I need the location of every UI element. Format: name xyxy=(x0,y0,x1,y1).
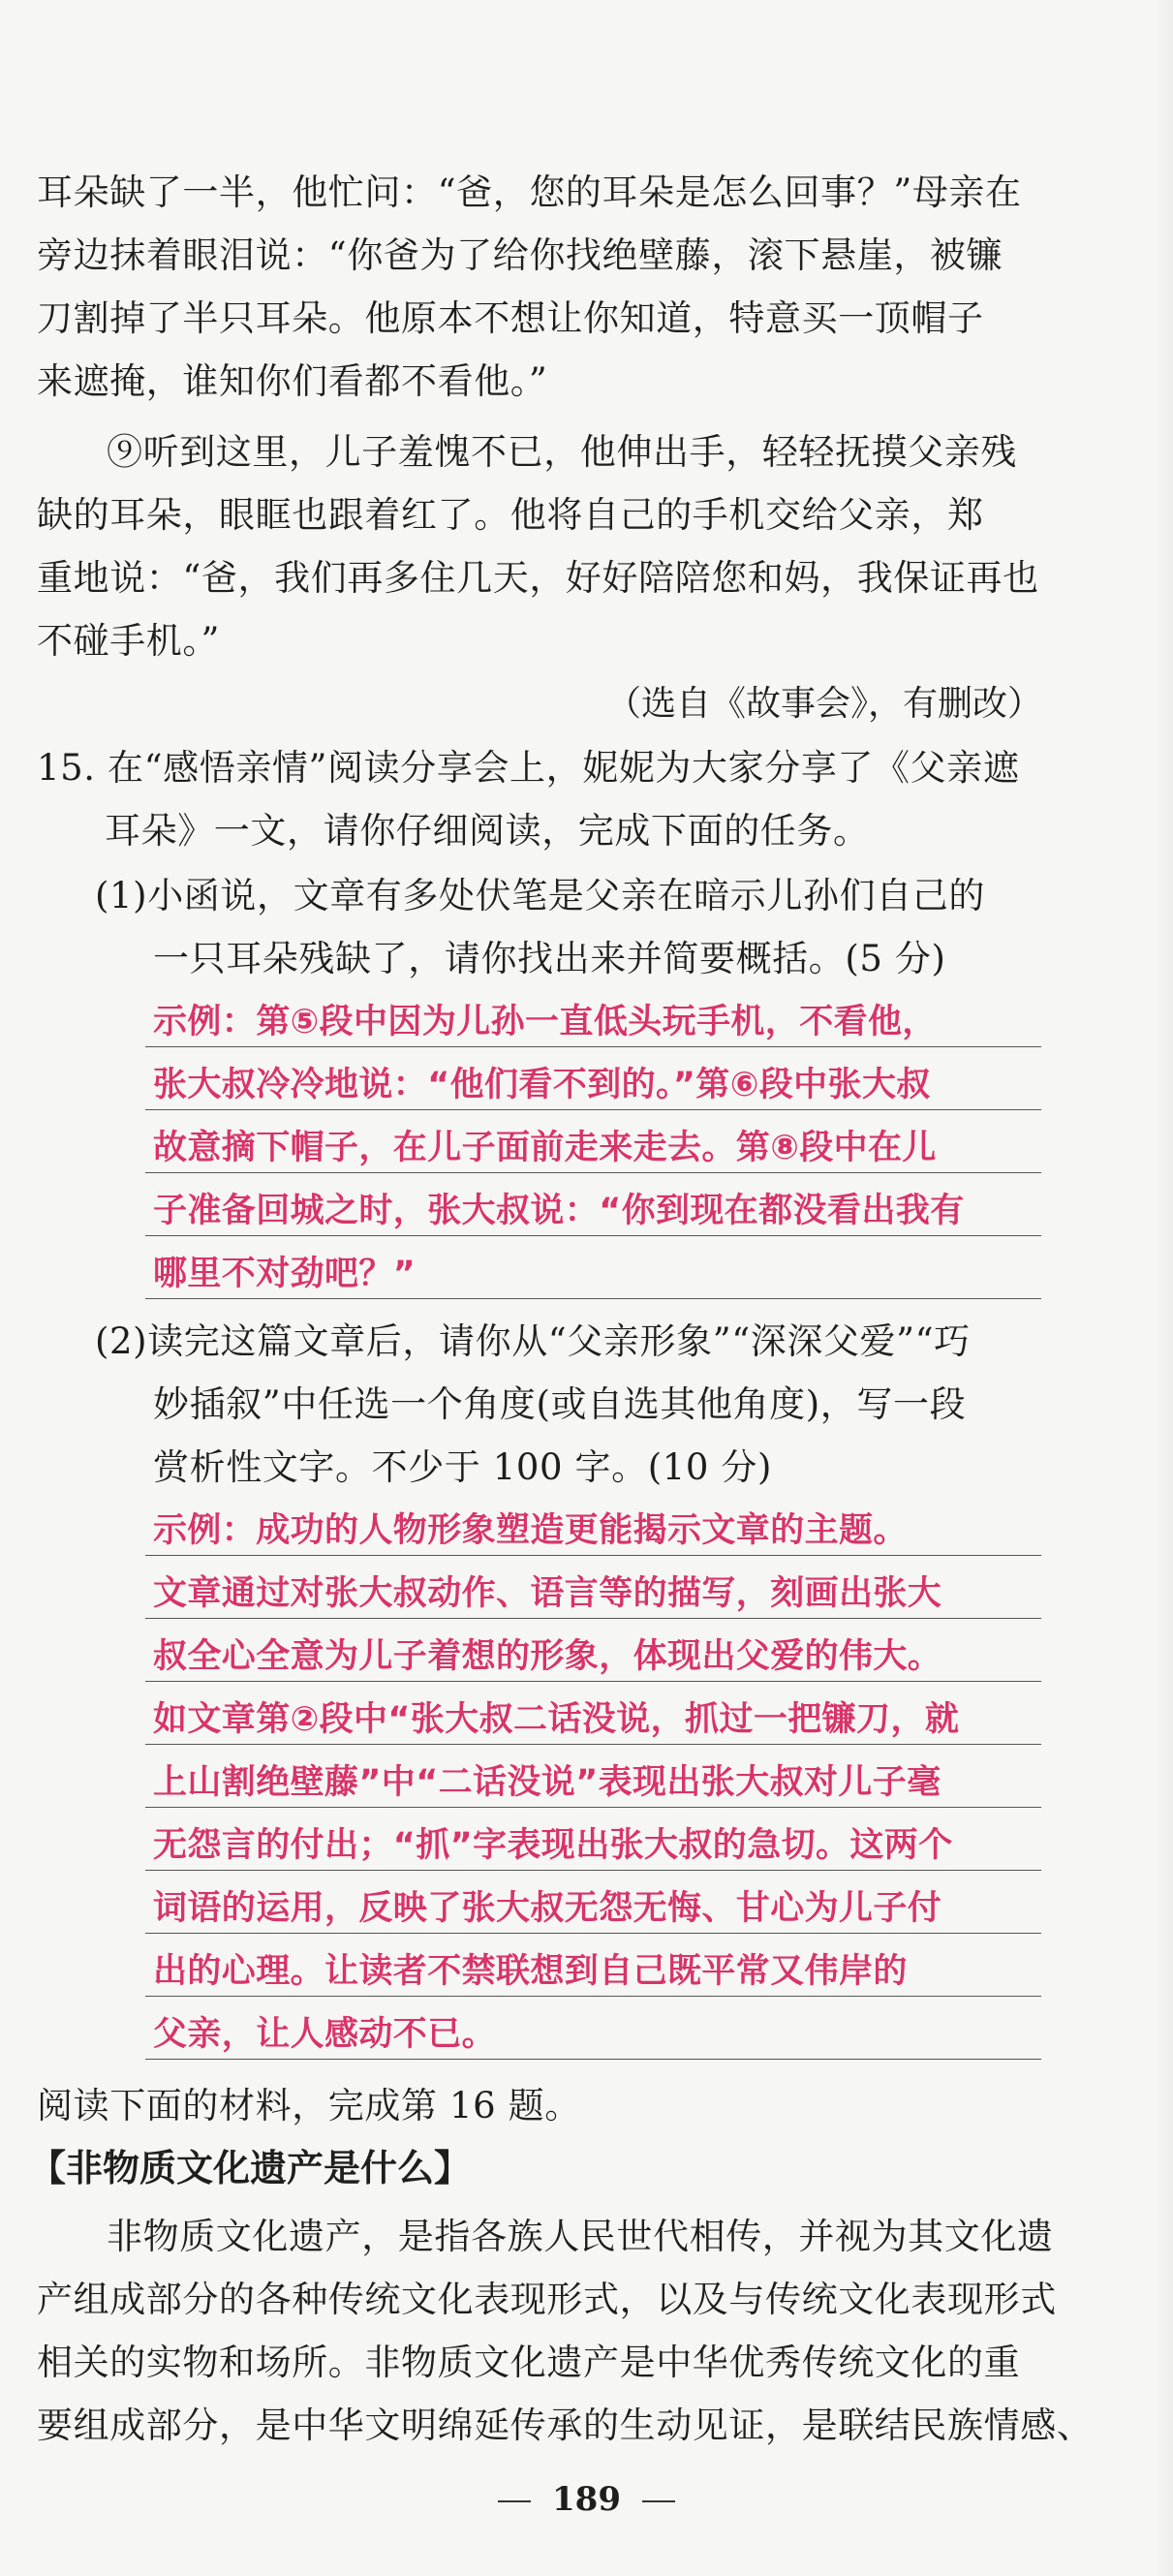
page-number xyxy=(0,2480,1173,2519)
answer-line: 示例：成功的人物形象塑造更能揭示文章的主题。 xyxy=(153,1511,908,1550)
answer-line: 叔全心全意为儿子着想的形象，体现出父爱的伟大。 xyxy=(153,1637,942,1676)
answer-line: 张大叔冷冷地说：“他们看不到的。”第⑥段中张大叔 xyxy=(153,1066,931,1104)
answer-underline xyxy=(145,1870,1041,1871)
page-number-text: 189 xyxy=(552,2480,621,2519)
answer-line: 词语的运用，反映了张大叔无怨无悔、甘心为儿子付 xyxy=(153,1889,942,1928)
answer-underline xyxy=(145,1109,1041,1110)
page-number-dash xyxy=(498,2500,531,2502)
answer-underline xyxy=(145,1933,1041,1934)
subquestion-2-line: (2)读完这篇文章后，请你从“父亲形象”“深深父爱”“巧 xyxy=(95,1320,971,1362)
instruction-text: 阅读下面的材料，完成第 16 题。 xyxy=(37,2085,581,2126)
answer-underline xyxy=(145,1681,1041,1682)
answer-line: 故意摘下帽子，在儿子面前走来走去。第⑧段中在儿 xyxy=(153,1129,937,1167)
text-line: 来遮掩，谁知你们看都不看他。” xyxy=(37,360,548,402)
text-line: 旁边抹着眼泪说：“你爸为了给你找绝壁藤，滚下悬崖，被镰 xyxy=(37,234,1003,276)
answer-underline xyxy=(145,1618,1041,1619)
answer-line: 文章通过对张大叔动作、语言等的描写，刻画出张大 xyxy=(153,1574,942,1613)
answer-line: 无怨言的付出；“抓”字表现出张大叔的急切。这两个 xyxy=(153,1826,953,1865)
answer-line: 子准备回城之时，张大叔说：“你到现在都没看出我有 xyxy=(153,1192,965,1230)
text-line: 缺的耳朵，眼眶也跟着红了。他将自己的手机交给父亲，郑 xyxy=(37,494,984,536)
text-line: 耳朵缺了一半，他忙问：“爸，您的耳朵是怎么回事？”母亲在 xyxy=(37,171,1022,213)
answer-line: 哪里不对劲吧？” xyxy=(153,1255,417,1293)
subquestion-1-line: 一只耳朵残缺了，请你找出来并简要概括。(5 分) xyxy=(153,938,946,979)
question-stem-line: 耳朵》一文，请你仔细阅读，完成下面的任务。 xyxy=(105,810,870,852)
source-citation: （选自《故事会》，有删改） xyxy=(605,684,1042,724)
answer-underline xyxy=(145,1996,1041,1997)
section-heading: 【非物质文化遗产是什么】 xyxy=(29,2147,472,2189)
subquestion-1-line: (1)小函说，文章有多处伏笔是父亲在暗示儿孙们自己的 xyxy=(95,875,986,916)
answer-line: 如文章第②段中“张大叔二话没说，抓过一把镰刀，就 xyxy=(153,1700,960,1739)
answer-line: 示例：第⑤段中因为儿孙一直低头玩手机，不看他， xyxy=(153,1003,937,1041)
answer-underline xyxy=(145,1555,1041,1556)
answer-line: 父亲，让人感动不已。 xyxy=(153,2015,497,2054)
answer-underline xyxy=(145,1046,1041,1047)
question-stem-line: 15. 在“感悟亲情”阅读分享会上，妮妮为大家分享了《父亲遮 xyxy=(37,747,1020,789)
answer-underline xyxy=(145,1744,1041,1745)
answer-line: 上山割绝壁藤”中“二话没说”表现出张大叔对儿子毫 xyxy=(153,1763,941,1802)
subquestion-2-line: 妙插叙”中任选一个角度(或自选其他角度)，写一段 xyxy=(153,1383,967,1425)
text-line: 不碰手机。” xyxy=(37,620,221,662)
text-line: 要组成部分，是中华文明绵延传承的生动见证，是联结民族情感、 xyxy=(37,2405,1094,2446)
subquestion-2-line: 赏析性文字。不少于 100 字。(10 分) xyxy=(153,1446,773,1488)
page-number-dash xyxy=(642,2500,675,2502)
answer-underline xyxy=(145,1807,1041,1808)
text-line: ⑨听到这里，儿子羞愧不已，他伸出手，轻轻抚摸父亲残 xyxy=(107,431,1017,473)
text-line: 刀割掉了半只耳朵。他原本不想让你知道，特意买一顶帽子 xyxy=(37,297,984,339)
text-line: 重地说：“爸，我们再多住几天，好好陪陪您和妈，我保证再也 xyxy=(37,557,1039,599)
text-line: 非物质文化遗产，是指各族人民世代相传，并视为其文化遗 xyxy=(107,2216,1054,2257)
answer-underline xyxy=(145,2059,1041,2060)
answer-underline xyxy=(145,1298,1041,1299)
answer-underline xyxy=(145,1172,1041,1173)
text-line: 相关的实物和场所。非物质文化遗产是中华优秀传统文化的重 xyxy=(37,2342,1021,2383)
page-edge-shadow xyxy=(1156,0,1173,2576)
answer-line: 出的心理。让读者不禁联想到自己既平常又伟岸的 xyxy=(153,1952,908,1991)
answer-underline xyxy=(145,1235,1041,1236)
text-line: 产组成部分的各种传统文化表现形式，以及与传统文化表现形式 xyxy=(37,2279,1057,2320)
